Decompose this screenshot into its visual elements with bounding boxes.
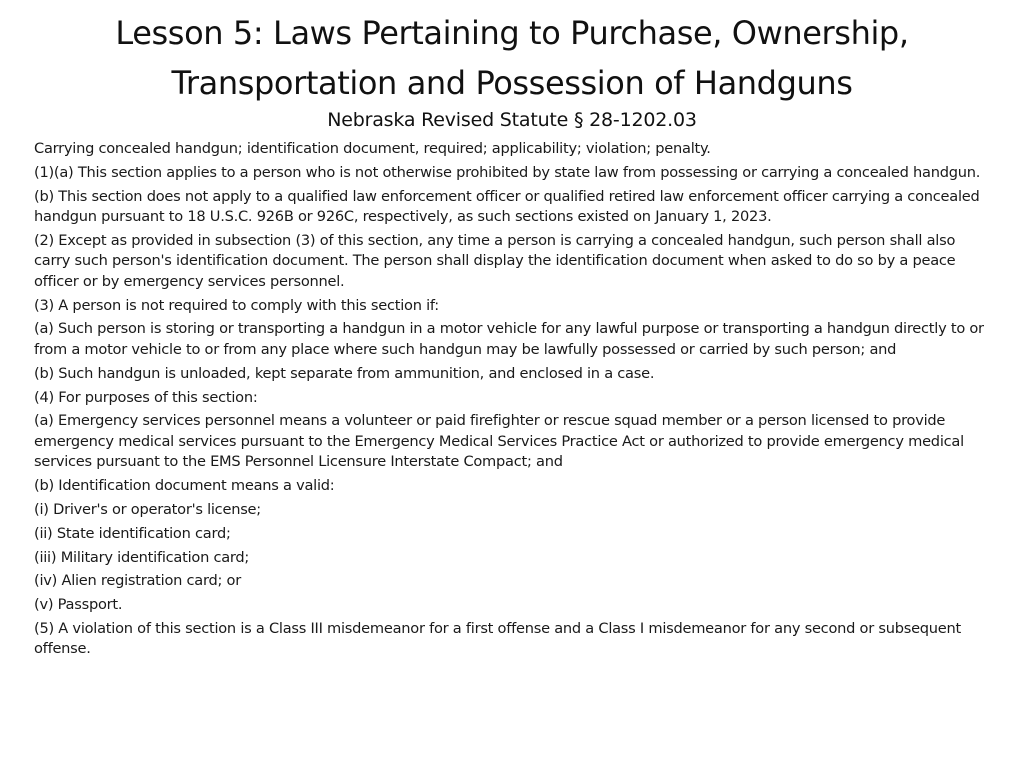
statute-paragraph: (a) Such person is storing or transporting a handgun in a motor vehicle for any lawful purpose or transporting a handgun directly to or from a motor vehicle to or from any place where such handgun may be lawfully possessed or carried by such person; and (34, 320, 984, 358)
statute-text (34, 139, 988, 663)
statute-paragraph: (a) Emergency services personnel means a volunteer or paid firefighter or rescue squad member or a person licensed to provide emergency medical services pursuant to the Emergency Medical Services Practice Act or authorized to provide emergency medical services pursuant to the EMS Personnel Licensure Interstate Compact; and (34, 412, 964, 471)
statute-paragraph: (4) For purposes of this section: (34, 388, 258, 406)
statute-list-item: (v) Passport. (34, 596, 123, 614)
statute-paragraph: (b) Such handgun is unloaded, kept separate from ammunition, and enclosed in a case. (34, 364, 655, 382)
statute-paragraph: (3) A person is not required to comply with this section if: (34, 296, 439, 314)
slide-subtitle: Nebraska Revised Statute § 28-1202.03 (327, 109, 697, 131)
statute-heading: Carrying concealed handgun; identification document, required; applicability; violation; penalty. (34, 140, 711, 157)
statute-paragraph: (1)(a) This section applies to a person who is not otherwise prohibited by state law from possessing or carrying a concealed handgun. (34, 163, 981, 181)
statute-list-item: (ii) State identification card; (34, 524, 231, 542)
statute-paragraph: (b) This section does not apply to a qualified law enforcement officer or qualified retired law enforcement officer carrying a concealed handgun pursuant to 18 U.S.C. 926B or 926C, respectively, as such sections existed on January 1, 2023. (34, 187, 980, 226)
statute-paragraph: (5) A violation of this section is a Class III misdemeanor for a first offense and a Class I misdemeanor for any second or subsequent offense. (34, 619, 962, 658)
statute-paragraph: (b) Identification document means a valid: (34, 477, 335, 495)
statute-list-item: (i) Driver's or operator's license; (34, 500, 261, 518)
statute-paragraph: (2) Except as provided in subsection (3) of this section, any time a person is carrying a concealed handgun, such person shall also carry such person's identification document. The person shall display the identification document when asked to do so by a peace officer or by emergency services personnel. (34, 231, 956, 290)
statute-list-item: (iv) Alien registration card; or (34, 572, 241, 590)
statute-list-item: (iii) Military identification card; (34, 548, 250, 566)
slide-title: Lesson 5: Laws Pertaining to Purchase, Ownership, Transportation and Possession of Handguns (115, 14, 909, 102)
